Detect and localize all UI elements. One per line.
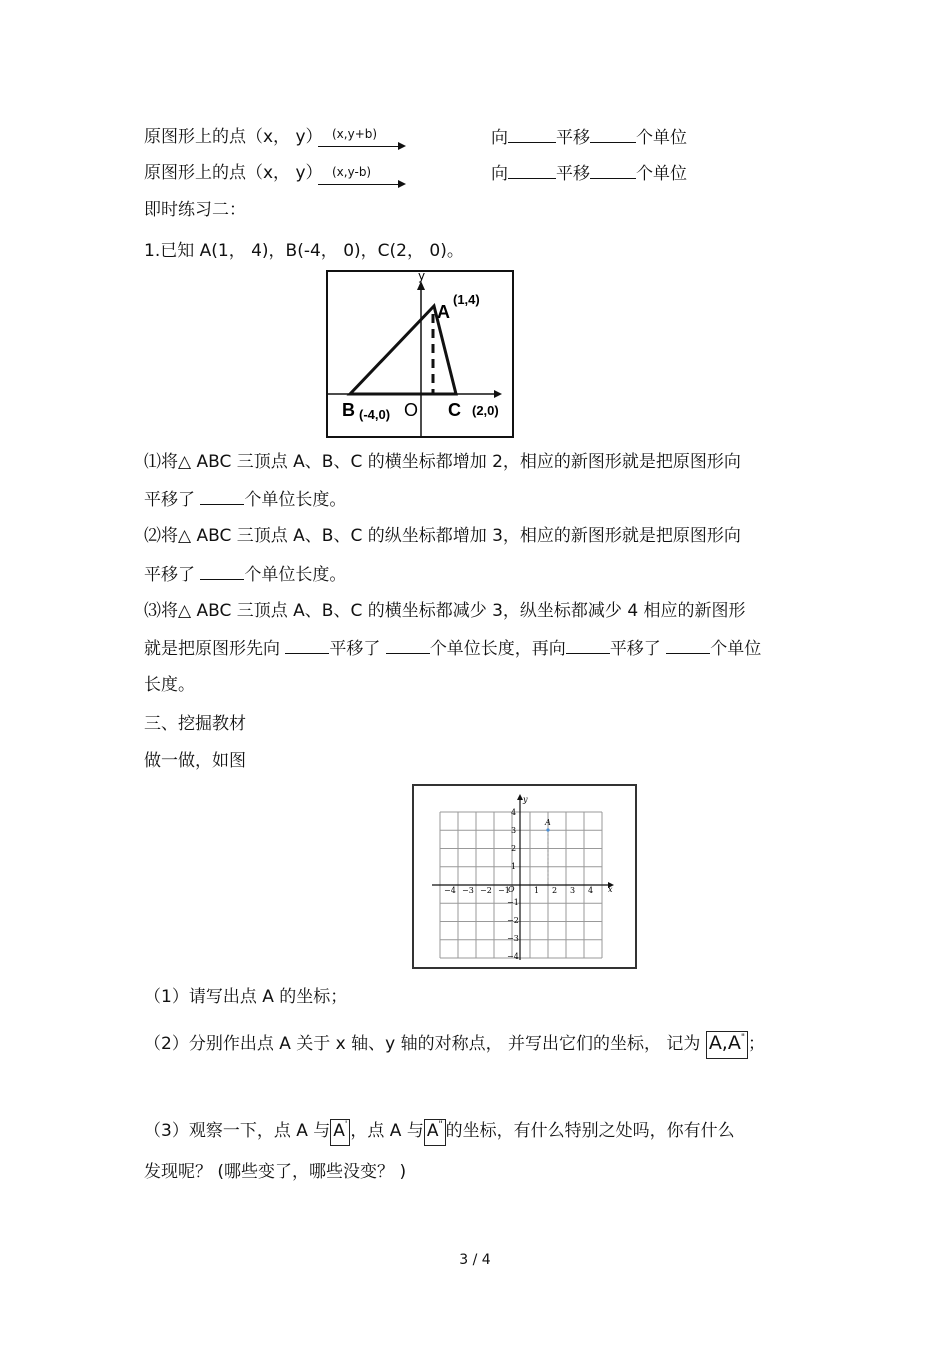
text-segment: 平移了 [144, 490, 201, 510]
unit-word: 个单位 [636, 164, 687, 184]
boxed-symmetric-points [706, 1031, 748, 1059]
unit-word: 个单位 [636, 128, 687, 148]
sub-question-2-line-1: ⑵将△ ABC 三顶点 A、B、C 的纵坐标都增加 3，相应的新图形就是把原图形向 [144, 526, 741, 546]
y-tick-label: 1 [511, 862, 517, 871]
point-c-label: C [448, 400, 461, 420]
boxed-a-prime [330, 1119, 350, 1146]
triangle-figure [326, 270, 516, 444]
y-tick-label: 2 [511, 844, 517, 853]
task-2 [144, 1031, 765, 1059]
y-tick-label: 4 [511, 808, 517, 817]
y-tick-label: −1 [507, 898, 519, 907]
x-tick-label: −3 [462, 886, 474, 895]
x-tick-label: 1 [534, 886, 540, 895]
text-segment: （2）分别作出点 A 关于 x 轴、y 轴的对称点， 并写出它们的坐标， 记为 [144, 1034, 701, 1054]
text-segment: ，点 A 与 [350, 1121, 424, 1141]
sub-question-1-line-1: ⑴将△ ABC 三顶点 A、B、C 的横坐标都增加 2，相应的新图形就是把原图形向 [144, 452, 741, 472]
fill-blank[interactable] [590, 126, 636, 143]
arrow-shaft [318, 146, 402, 147]
text-segment: 个单位长度。 [244, 490, 347, 510]
practice-title: 即时练习二： [144, 200, 246, 220]
x-tick-label: −2 [480, 886, 492, 895]
translation-row-1-left: 原图形上的点（x， y） [144, 127, 323, 147]
x-tick-label: 2 [552, 886, 558, 895]
point-a-coords: (1,4) [453, 292, 480, 307]
y-axis-label: y [523, 795, 528, 804]
boxed-text: A,A [708, 1032, 741, 1054]
double-prime-mark: " [438, 1120, 443, 1130]
fill-blank[interactable] [666, 637, 710, 654]
text-segment: 平移了 [144, 565, 201, 585]
fill-blank[interactable] [386, 637, 430, 654]
prime-mark: ' [344, 1120, 348, 1130]
sub-question-2-line-2 [144, 563, 346, 586]
text-segment: 就是把原图形先向 [144, 639, 286, 659]
sub-question-3-line-3: 长度。 [144, 675, 195, 695]
fill-blank[interactable] [566, 637, 610, 654]
point-a-label: A [437, 302, 450, 322]
fill-blank[interactable] [508, 126, 556, 143]
sub-question-3-line-1: ⑶将△ ABC 三顶点 A、B、C 的横坐标都减少 3，纵坐标都减少 4 相应的新图形 [144, 601, 746, 621]
question-1: 1.已知 A(1， 4)，B(-4， 0)，C(2， 0)。 [144, 241, 464, 261]
y-tick-label: −3 [507, 934, 519, 943]
translation-row-2-left: 原图形上的点（x， y） [144, 163, 323, 183]
x-axis-label: x [608, 885, 613, 894]
y-tick-label: −4 [507, 952, 519, 961]
x-tick-label: −4 [444, 886, 456, 895]
text-segment: 的坐标，有什么特别之处吗，你有什么 [445, 1121, 735, 1141]
y-axis-label: y [418, 270, 426, 283]
translation-arrow-1 [318, 127, 406, 157]
triangle-figure-svg [326, 270, 516, 440]
section-3-title: 三、挖掘教材 [144, 714, 246, 734]
task-1: （1）请写出点 A 的坐标； [144, 987, 348, 1007]
text-segment: 平移了 [329, 639, 386, 659]
page-number: 3 / 4 [459, 1252, 491, 1268]
text-segment: 个单位长度，再向 [429, 639, 566, 659]
text-segment: 个单位 [710, 639, 762, 659]
x-tick-label: 3 [570, 886, 576, 895]
y-tick-label: −2 [507, 916, 519, 925]
text-segment: （3）观察一下，点 A 与 [144, 1121, 331, 1141]
x-tick-label: 4 [588, 886, 594, 895]
point-a-dot [546, 828, 549, 831]
text-segment: 平移了 [609, 639, 667, 659]
translation-row-1-right [491, 126, 687, 149]
text-segment: 个单位长度。 [244, 565, 347, 585]
arrow-right-icon [398, 142, 406, 150]
direction-word: 向 [491, 164, 508, 184]
fill-blank[interactable] [200, 488, 244, 505]
fill-blank[interactable] [508, 162, 556, 179]
fill-blank[interactable] [285, 637, 329, 654]
do-it-prompt: 做一做，如图 [144, 751, 246, 771]
x-tick-label: −1 [498, 886, 510, 895]
arrow-shaft [318, 184, 402, 185]
y-tick-label: 3 [511, 826, 517, 835]
sub-question-1-line-2 [144, 488, 346, 511]
point-a-label: A [545, 818, 551, 827]
task-3-line-2: 发现呢？ (哪些变了，哪些没变？ ) [144, 1162, 407, 1182]
point-b-coords: (-4,0) [359, 407, 391, 422]
point-b-label: B [342, 400, 355, 420]
arrow-label: (x,y-b) [332, 165, 372, 179]
direction-word: 向 [491, 128, 508, 148]
origin-label: O [404, 400, 419, 420]
origin-label: O [508, 885, 515, 894]
translate-word: 平移 [556, 164, 590, 184]
fill-blank[interactable] [200, 563, 244, 580]
text-segment: ； [748, 1034, 765, 1054]
grid-figure-svg [412, 784, 638, 970]
boxed-text: A [426, 1121, 439, 1141]
translation-row-2-right [491, 162, 687, 185]
fill-blank[interactable] [590, 162, 636, 179]
translation-arrow-2 [318, 165, 406, 195]
arrow-label: (x,y+b) [332, 127, 378, 141]
arrow-right-icon [398, 180, 406, 188]
grid-figure [412, 784, 638, 974]
task-3 [144, 1119, 735, 1146]
translate-word: 平移 [556, 128, 590, 148]
sub-question-3-line-2 [144, 637, 761, 660]
boxed-text: A [333, 1121, 345, 1141]
boxed-a-double-prime [424, 1119, 446, 1146]
point-c-coords: (2,0) [472, 403, 499, 418]
double-prime-mark: " [740, 1033, 745, 1043]
